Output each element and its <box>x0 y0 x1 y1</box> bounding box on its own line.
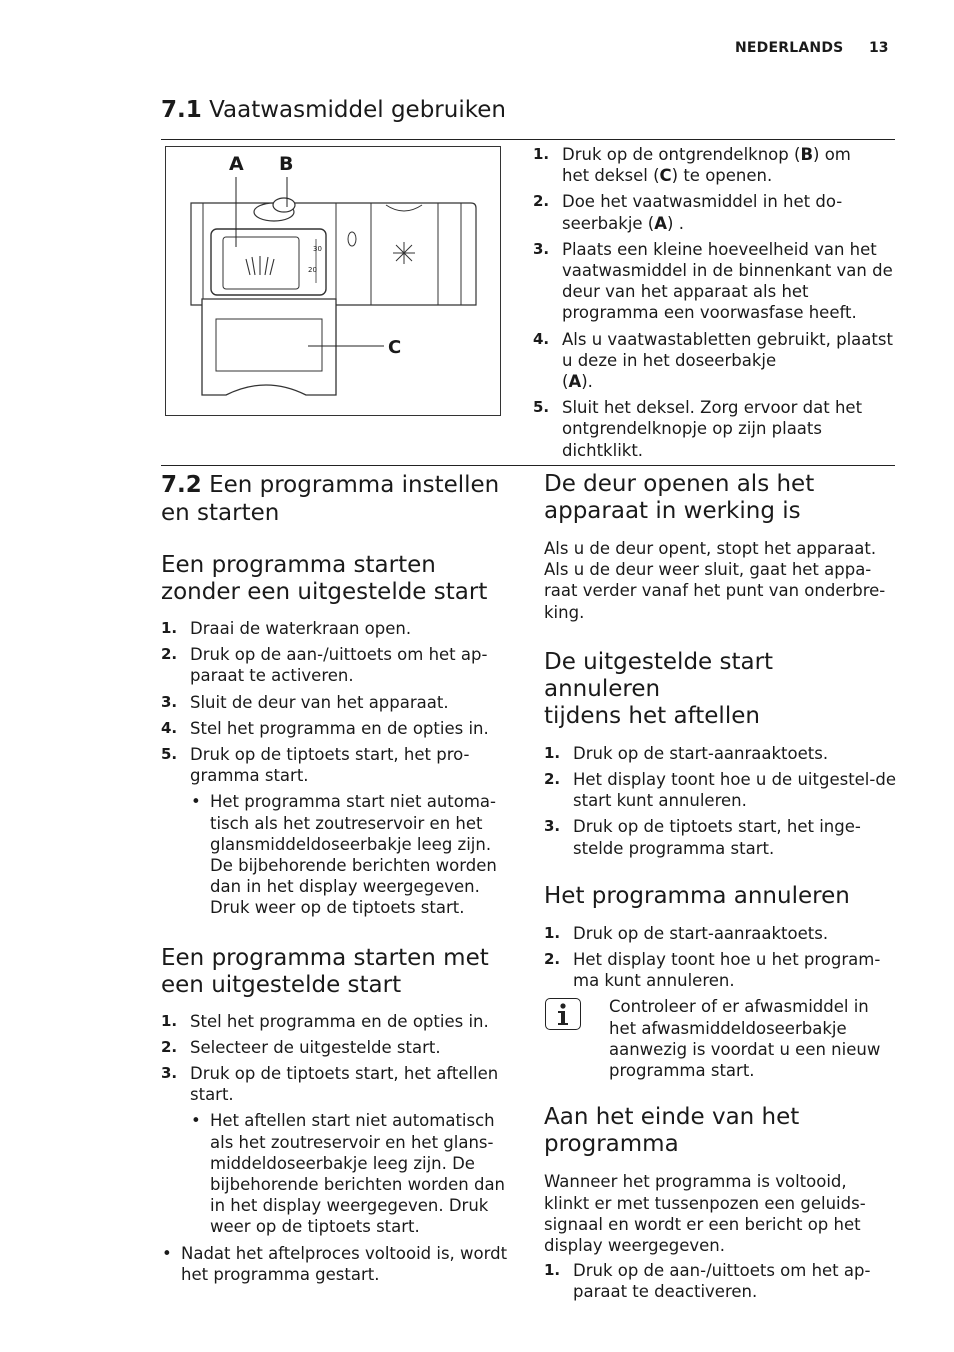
list-item: 4. Stel het programma en de opties in. <box>161 718 489 738</box>
info-icon <box>545 998 581 1030</box>
list-item: 5. Druk op de tiptoets start, het pro-gramma start. <box>161 745 470 786</box>
list-item: 1. Druk op de ontgrendelknop (B) om het deksel (C) te openen. <box>533 145 851 186</box>
running-header-language: NEDERLANDS <box>735 40 844 56</box>
section-7-1-title <box>161 96 506 124</box>
section-rule <box>161 465 895 466</box>
bullet-list <box>190 791 516 918</box>
subsection-title: Het programma annuleren <box>544 882 850 909</box>
list-item: 3. Druk op de tiptoets start, het inge-stelde programma start. <box>544 817 861 858</box>
figure-label-b: B <box>279 153 294 175</box>
paragraph: Wanneer het programma is voltooid, klinkt er met tussenpozen een geluids-signaal en wordt er een bericht op het display weergegeven. <box>544 1172 866 1256</box>
list-item: 2. Het display toont hoe u het program-ma kunt annuleren. <box>544 950 881 991</box>
detergent-dispenser-illustration <box>165 146 501 416</box>
section-7-2-title: 7.2 Een programma instellen en starten <box>161 472 500 526</box>
steps-list <box>544 743 896 859</box>
info-text: Controleer of er afwasmiddel in het afwasmiddeldoseerbakje aanwezig is voordat u een nieuw programma start. <box>609 997 881 1081</box>
section-rule <box>161 139 895 140</box>
scale-mark-30: 30 <box>313 245 322 253</box>
list-item: 5. Sluit het deksel. Zorg ervoor dat het ontgrendelknopje op zijn plaats dichtklikt. <box>533 398 863 460</box>
list-item: 3. Sluit de deur van het apparaat. <box>161 692 449 712</box>
list-item: 2. Het display toont hoe u de uitgestel-de start kunt annuleren. <box>544 770 896 811</box>
bullet-list <box>190 1110 516 1237</box>
steps-list <box>161 1011 516 1106</box>
scale-mark-20: 20 <box>308 266 317 274</box>
section-7-1-steps <box>533 144 893 466</box>
list-item: • Het programma start niet automa-tisch als het zoutreservoir en het glansmiddeldoseerbakje leeg zijn. De bijbehorende berichten worden dan in het display weergegeven. Druk weer op de tiptoets start. <box>191 792 497 918</box>
page-number: 13 <box>869 40 889 56</box>
list-item: 2. Druk op de aan-/uittoets om het ap-paraat te activeren. <box>161 645 488 686</box>
subsection-title: Een programma starten met een uitgestelde start <box>161 944 489 998</box>
list-item: • Nadat het aftelproces voltooid is, wordt het programma gestart. <box>162 1243 508 1284</box>
paragraph: Als u de deur opent, stopt het apparaat. Als u de deur weer sluit, gaat het appa-raat verder vanaf het punt van onderbre-king. <box>544 539 886 622</box>
section-title-text: Vaatwasmiddel gebruiken <box>209 97 506 123</box>
steps-list <box>544 923 896 992</box>
list-item: 1. Draai de waterkraan open. <box>161 619 412 638</box>
section-number: 7.2 <box>161 472 202 498</box>
subsection-title: De uitgestelde start annuleren tijdens het aftellen <box>544 648 774 729</box>
list-item: 2. Selecteer de uitgestelde start. <box>161 1037 441 1057</box>
subsection-title: De deur openen als het apparaat in werking is <box>544 471 815 524</box>
list-item: 4. Als u vaatwastabletten gebruikt, plaatst u deze in het doseerbakje (A). <box>533 329 893 392</box>
subsection-title: Een programma starten zonder een uitgestelde start <box>161 552 488 605</box>
figure-label-a: A <box>229 153 244 175</box>
list-item: • Het aftellen start niet automatisch als het zoutreservoir en het glans-middeldoseerbakje leeg zijn. De bijbehorende berichten worden dan in het display weergegeven. Druk weer op de tiptoets start. <box>191 1111 506 1237</box>
list-item: 1. Druk op de start-aanraaktoets. <box>544 743 829 763</box>
figure-label-c: C <box>388 337 402 358</box>
list-item: 3. Plaats een kleine hoeveelheid van het vaatwasmiddel in de binnenkant van de deur van het apparaat als het programma een voorwasfase heeft. <box>533 239 893 323</box>
bullet-list <box>161 1243 516 1285</box>
right-column <box>544 471 896 1308</box>
list-item: 1. Druk op de start-aanraaktoets. <box>544 923 829 943</box>
steps-list <box>161 618 516 786</box>
section-number: 7.1 <box>161 97 202 123</box>
steps-list <box>544 1260 896 1302</box>
dispenser-drawing <box>166 147 500 415</box>
list-item: 3. Druk op de tiptoets start, het aftellen start. <box>161 1064 499 1105</box>
list-item: 1. Druk op de aan-/uittoets om het ap-paraat te deactiveren. <box>544 1261 871 1302</box>
list-item: 1. Stel het programma en de opties in. <box>161 1011 489 1031</box>
list-item: 2. Doe het vaatwasmiddel in het do- seerbakje (A) . <box>533 192 843 233</box>
info-note <box>544 996 896 1082</box>
section-7-2 <box>161 471 516 1290</box>
subsection-title: Aan het einde van het programma <box>544 1104 800 1158</box>
